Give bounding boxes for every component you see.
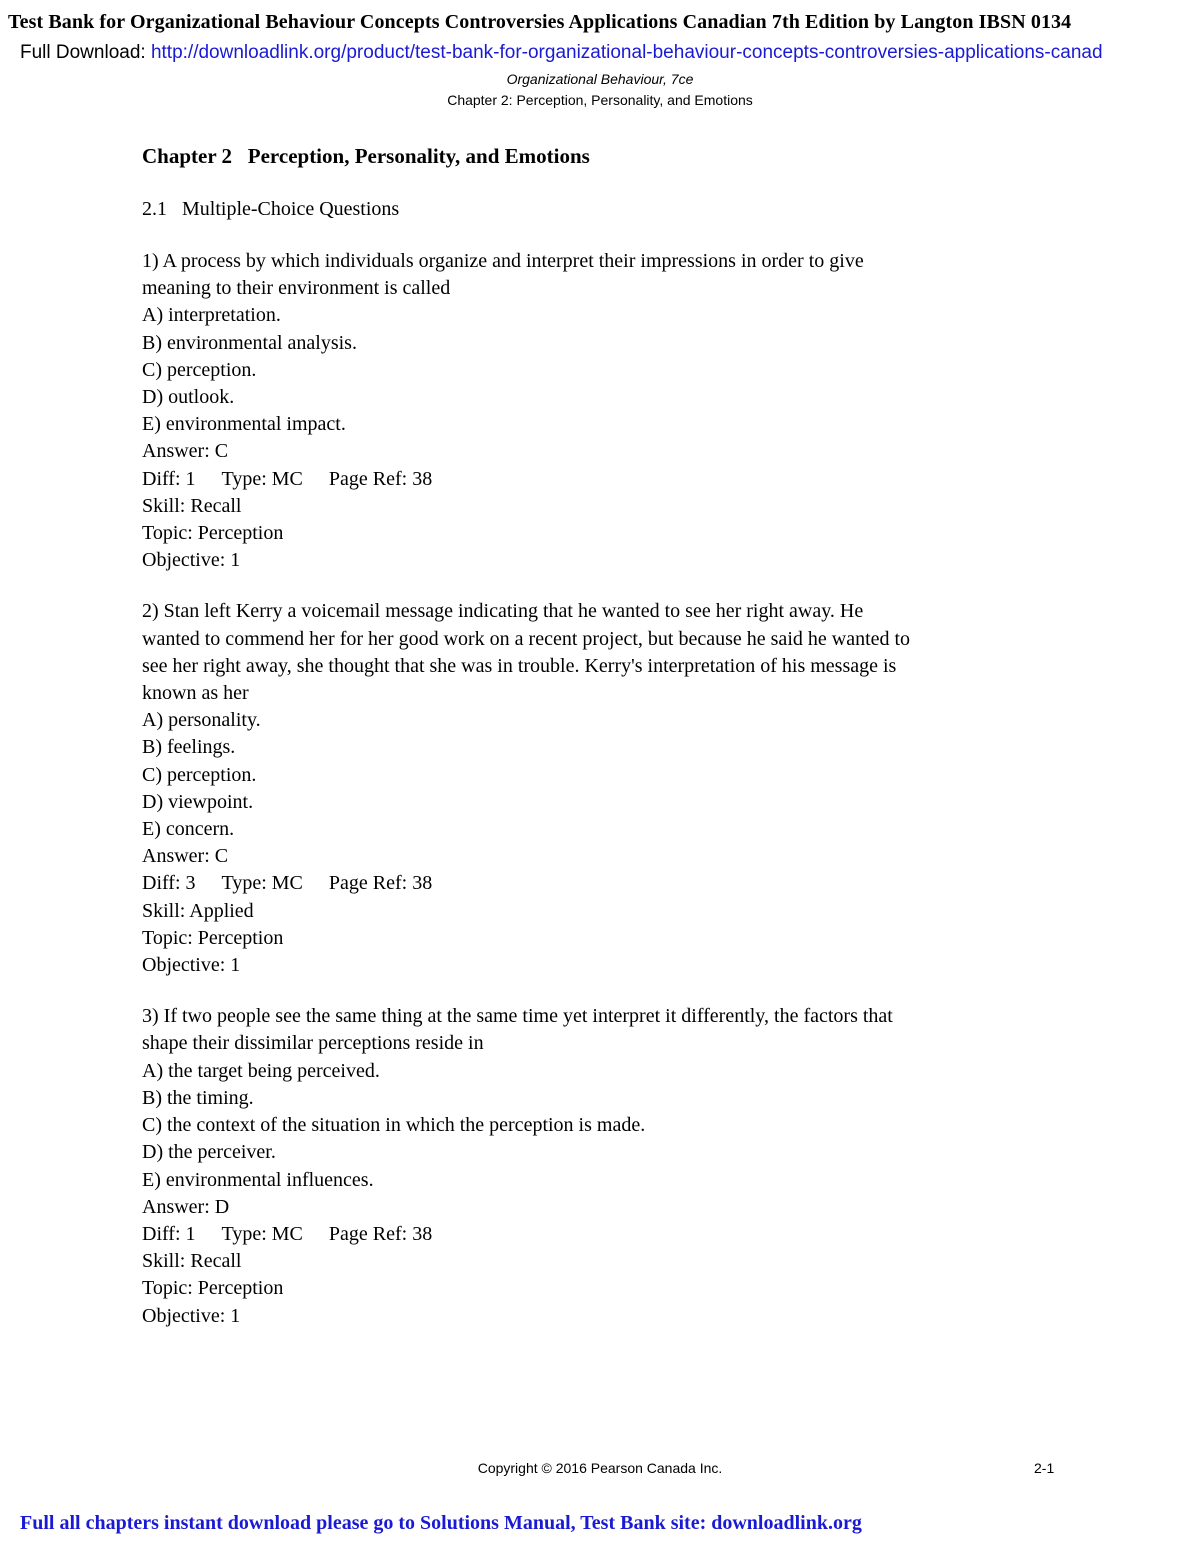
question-list [142, 248, 1072, 1330]
topic-label: Topic: Perception [142, 926, 284, 949]
question-stem-line: wanted to commend her for her good work on a recent project, but because he said he wanted to [142, 627, 911, 650]
answer-option: D) outlook. [142, 386, 235, 409]
objective-label: Objective: 1 [142, 549, 241, 572]
question-stem-line: known as her [142, 682, 249, 705]
answer-option: B) the timing. [142, 1086, 254, 1109]
running-head-chapter: Chapter 2: Perception, Personality, and Emotions [447, 92, 753, 108]
answer-key: Answer: D [142, 1195, 230, 1218]
answer-option: C) the context of the situation in which the perception is made. [142, 1114, 646, 1137]
page-ref: Page Ref: 38 [328, 467, 433, 490]
answer-option: B) environmental analysis. [142, 331, 357, 354]
answer-option: E) environmental impact. [142, 413, 346, 436]
answer-key: Answer: C [142, 845, 229, 868]
skill-label: Skill: Applied [142, 899, 254, 922]
difficulty: Diff: 3 [142, 872, 196, 895]
page-ref: Page Ref: 38 [328, 872, 433, 895]
question-stem-line: 2) Stan left Kerry a voicemail message indicating that he wanted to see her right away. He [142, 600, 864, 623]
answer-option: D) viewpoint. [142, 790, 254, 813]
question-meta [142, 466, 1072, 493]
question-item [142, 598, 1072, 979]
answer-option: A) personality. [142, 709, 261, 732]
download-label: Full Download: [20, 42, 151, 63]
question-type: Type: MC [221, 467, 303, 490]
answer-option: D) the perceiver. [142, 1141, 276, 1164]
question-item [142, 1003, 1072, 1329]
running-head-book: Organizational Behaviour, 7ce [506, 71, 694, 87]
skill-label: Skill: Recall [142, 494, 242, 517]
question-type: Type: MC [221, 1222, 303, 1245]
objective-label: Objective: 1 [142, 1304, 241, 1327]
page-content [142, 140, 1072, 1330]
answer-option: B) feelings. [142, 736, 236, 759]
download-line [20, 40, 1200, 66]
question-stem-line: shape their dissimilar perceptions reside in [142, 1032, 484, 1055]
banner-title: Test Bank for Organizational Behaviour Concepts Controversies Applications Canadian 7th Edition by Langton IBSN 0134 [8, 11, 1072, 33]
chapter-heading: Chapter 2 Perception, Personality, and Emotions [142, 144, 590, 168]
page-number: 2-1 [1034, 1460, 1055, 1476]
page-ref: Page Ref: 38 [328, 1222, 433, 1245]
question-item [142, 248, 1072, 574]
copyright-footer: Copyright © 2016 Pearson Canada Inc. [477, 1460, 723, 1476]
section-heading: 2.1 Multiple-Choice Questions [142, 198, 400, 220]
download-link[interactable]: http://downloadlink.org/product/test-bank-for-organizational-behaviour-concepts-controversies-applications-canad [150, 42, 1103, 63]
difficulty: Diff: 1 [142, 467, 196, 490]
question-meta [142, 1221, 1072, 1248]
answer-option: A) the target being perceived. [142, 1059, 380, 1082]
question-stem-line: 1) A process by which individuals organize and interpret their impressions in order to give [142, 250, 864, 272]
objective-label: Objective: 1 [142, 954, 241, 977]
question-stem-line: 3) If two people see the same thing at the same time yet interpret it differently, the factors that [142, 1005, 893, 1028]
question-stem-line: meaning to their environment is called [142, 277, 451, 300]
question-meta [142, 870, 1072, 897]
answer-option: E) environmental influences. [142, 1168, 374, 1191]
difficulty: Diff: 1 [142, 1222, 196, 1245]
skill-label: Skill: Recall [142, 1250, 242, 1273]
promo-footer: Full all chapters instant download please go to Solutions Manual, Test Bank site: downloadlink.org [20, 1512, 862, 1534]
question-type: Type: MC [221, 872, 303, 895]
topic-label: Topic: Perception [142, 1277, 284, 1300]
answer-option: E) concern. [142, 818, 235, 841]
topic-label: Topic: Perception [142, 522, 284, 545]
answer-option: C) perception. [142, 763, 257, 786]
answer-option: A) interpretation. [142, 304, 281, 327]
question-stem-line: see her right away, she thought that she was in trouble. Kerry's interpretation of his message is [142, 654, 897, 677]
answer-option: C) perception. [142, 358, 257, 381]
answer-key: Answer: C [142, 440, 229, 463]
